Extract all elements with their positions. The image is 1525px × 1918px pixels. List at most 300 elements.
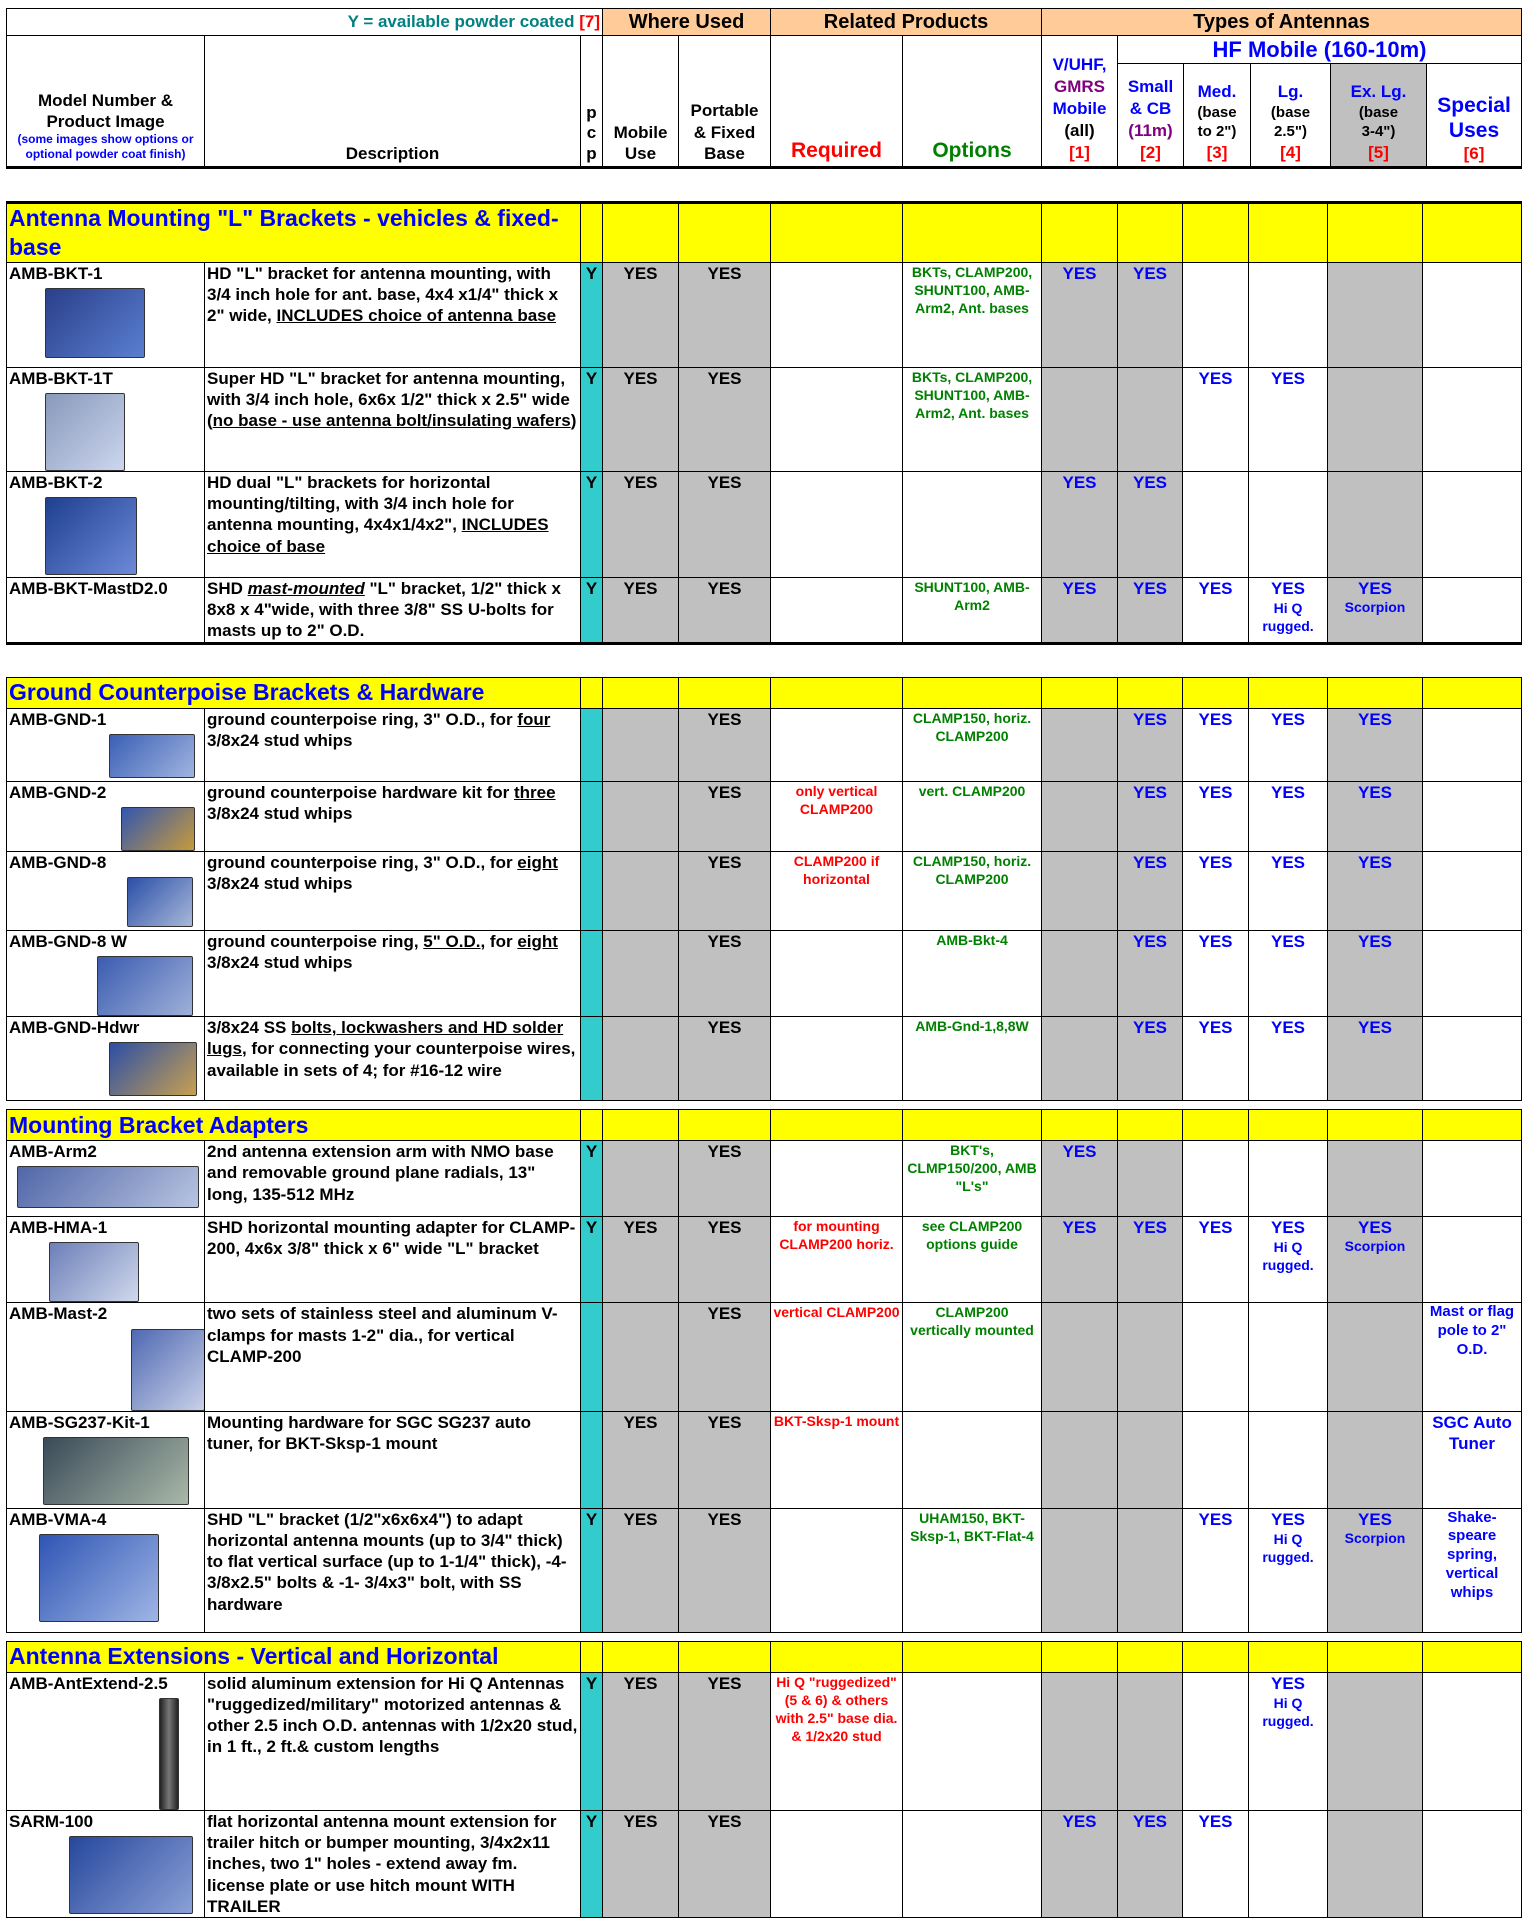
product-row: [7, 781, 1522, 851]
small-cell: [1118, 1411, 1183, 1508]
model-number: AMB-VMA-4: [9, 1509, 107, 1529]
product-image: [121, 807, 195, 851]
product-image: [69, 1836, 193, 1914]
exlg-value: YES: [1358, 1018, 1393, 1037]
description-text: , for: [480, 931, 518, 951]
lg-cell: [1249, 1672, 1328, 1810]
model-cell: [7, 1017, 205, 1101]
special-use-cell: [1423, 1017, 1522, 1101]
model-cell: [7, 1672, 205, 1810]
description-text: ground counterpoise ring, 3" O.D., for: [207, 709, 518, 729]
related-products-header: Related Products: [771, 9, 1042, 36]
powder-note: Y = available powder coated [7]: [7, 9, 603, 36]
product-image: [127, 877, 193, 927]
exlg-cell: [1328, 262, 1423, 367]
vuhf-cell: YES: [1042, 577, 1118, 643]
lg-cell: [1249, 781, 1328, 851]
exlg-note: Scorpion: [1344, 1238, 1406, 1255]
portable-cell: YES: [679, 1141, 771, 1217]
lg-value: YES: [1271, 931, 1306, 951]
mobile-use-cell: YES: [603, 577, 679, 643]
lg-cell: [1249, 1217, 1328, 1303]
product-image: [45, 288, 145, 358]
model-cell: [7, 1217, 205, 1303]
small-cell: YES: [1118, 262, 1183, 367]
required-cell: [771, 708, 903, 781]
vuhf-cell: [1042, 1017, 1118, 1101]
description-underlined: eight: [517, 931, 558, 951]
powder-coat-cell: [581, 930, 603, 1016]
product-image: [39, 1534, 159, 1622]
model-number: AMB-GND-Hdwr: [9, 1018, 140, 1037]
description-header: Description: [205, 36, 581, 168]
vuhf-cell: YES: [1042, 1217, 1118, 1303]
product-image: [45, 393, 125, 471]
options-cell: CLAMP150, horiz. CLAMP200: [903, 708, 1042, 781]
special-use-cell: [1423, 851, 1522, 930]
med-cell: YES: [1183, 1508, 1249, 1632]
lg-cell: [1249, 1017, 1328, 1101]
small-cell: YES: [1118, 577, 1183, 643]
vuhf-cell: YES: [1042, 1810, 1118, 1917]
mobile-use-cell: [603, 1141, 679, 1217]
description-underlined: INCLUDES choice of base: [207, 515, 549, 556]
small-cell: YES: [1118, 1017, 1183, 1101]
portable-cell: YES: [679, 1217, 771, 1303]
exlg-value: YES: [1358, 709, 1393, 729]
description-text: flat horizontal antenna mount extension for trailer hitch or bumper mounting, 3/4x2x11 inches, two 1" holes - extend away fm. license plate or use hitch mount WITH TRAILER: [207, 1811, 557, 1916]
lg-note: Hi Q rugged.: [1262, 1694, 1314, 1729]
powder-coat-cell: Y: [581, 1217, 603, 1303]
model-cell: [7, 1303, 205, 1411]
powder-coat-cell: Y: [581, 1508, 603, 1632]
required-cell: [771, 1141, 903, 1217]
small-cell: YES: [1118, 708, 1183, 781]
portable-cell: YES: [679, 1411, 771, 1508]
mobile-use-cell: [603, 708, 679, 781]
required-cell: [771, 1810, 903, 1917]
spacer-row: [7, 1101, 1522, 1110]
model-number: AMB-Arm2: [9, 1142, 97, 1161]
model-number: AMB-BKT-2: [9, 472, 103, 492]
exlg-cell: [1328, 1017, 1423, 1101]
med-cell: YES: [1183, 930, 1249, 1016]
description-text: HD dual "L" brackets for horizontal mounting/tilting, with 3/4 inch hole for antenna mounting, 4x4x1/4x2",: [207, 472, 514, 535]
product-row: [7, 1810, 1522, 1917]
product-row: [7, 1303, 1522, 1411]
special-use-cell: [1423, 1810, 1522, 1917]
description-text: ground counterpoise ring,: [207, 931, 424, 951]
required-cell: vertical CLAMP200: [771, 1303, 903, 1411]
portable-cell: YES: [679, 367, 771, 471]
mobile-use-cell: YES: [603, 367, 679, 471]
model-number: AMB-SG237-Kit-1: [9, 1412, 150, 1432]
model-number: AMB-BKT-MastD2.0: [9, 578, 168, 598]
vuhf-cell: [1042, 1672, 1118, 1810]
lg-cell: [1249, 1303, 1328, 1411]
description-underlined: bolts, lockwashers and HD solder lugs: [207, 1018, 564, 1059]
small-cell: YES: [1118, 930, 1183, 1016]
exlg-value: YES: [1358, 578, 1393, 598]
exlg-cell: [1328, 1303, 1423, 1411]
options-cell: see CLAMP200 options guide: [903, 1217, 1042, 1303]
description-cell: [205, 781, 581, 851]
exlg-cell: [1328, 577, 1423, 643]
product-row: [7, 471, 1522, 577]
med-cell: YES: [1183, 708, 1249, 781]
lg-header: Lg. (base 2.5") [4]: [1251, 64, 1331, 166]
options-cell: SHUNT100, AMB-Arm2: [903, 577, 1042, 643]
model-cell: [7, 1508, 205, 1632]
portable-cell: YES: [679, 930, 771, 1016]
pcp-header: p c p: [581, 36, 603, 168]
required-cell: BKT-Sksp-1 mount: [771, 1411, 903, 1508]
lg-cell: [1249, 708, 1328, 781]
model-cell: [7, 930, 205, 1016]
required-cell: [771, 367, 903, 471]
small-cell: [1118, 1303, 1183, 1411]
exlg-cell: [1328, 1411, 1423, 1508]
mobile-use-cell: YES: [603, 1411, 679, 1508]
powder-coat-cell: Y: [581, 577, 603, 643]
product-table: [6, 8, 1522, 1918]
exlg-value: YES: [1358, 1509, 1393, 1529]
description-text: HD "L" bracket for antenna mounting, with 3/4 inch hole for ant. base, 4x4 x1/4" thick x 2" wide,: [207, 263, 559, 325]
options-header: Options: [903, 36, 1042, 168]
med-cell: YES: [1183, 1017, 1249, 1101]
description-text: ): [570, 411, 577, 430]
description-italic: mast-mounted: [247, 578, 365, 598]
product-row: [7, 1141, 1522, 1217]
product-row: [7, 708, 1522, 781]
med-cell: YES: [1183, 1810, 1249, 1917]
description-underlined: 5" O.D.: [423, 931, 481, 951]
mobile-use-cell: [603, 1303, 679, 1411]
description-text: 3/8x24 stud whips: [207, 953, 353, 972]
description-underlined: INCLUDES choice of antenna base: [276, 306, 557, 325]
med-cell: [1183, 262, 1249, 367]
lg-note: Hi Q rugged.: [1262, 600, 1314, 635]
description-cell: [205, 1017, 581, 1101]
section-header-row: [7, 677, 1522, 708]
description-text: two sets of stainless steel and aluminum V-clamps for masts 1-2" dia., for vertical CLAMP-200: [207, 1304, 558, 1366]
options-cell: [903, 471, 1042, 577]
lg-cell: [1249, 471, 1328, 577]
powder-coat-cell: [581, 1303, 603, 1411]
mobile-use-cell: YES: [603, 1217, 679, 1303]
vuhf-cell: YES: [1042, 471, 1118, 577]
required-cell: [771, 930, 903, 1016]
lg-cell: [1249, 367, 1328, 471]
med-cell: [1183, 1672, 1249, 1810]
model-number: AMB-Mast-2: [9, 1304, 108, 1324]
mobile-use-cell: [603, 781, 679, 851]
powder-coat-cell: [581, 1017, 603, 1101]
exlg-cell: [1328, 1672, 1423, 1810]
description-cell: [205, 1217, 581, 1303]
med-cell: YES: [1183, 851, 1249, 930]
product-image: [45, 497, 137, 575]
description-text: solid aluminum extension for Hi Q Antennas "ruggedized/military" motorized antennas & other 2.5 inch O.D. antennas with 1/2x20 stud, in 1 ft., 2 ft.& custom lengths: [207, 1673, 578, 1757]
section-title: Antenna Mounting "L" Brackets - vehicles & fixed-base: [7, 203, 581, 263]
spacer-row: [7, 643, 1522, 677]
portable-cell: YES: [679, 1017, 771, 1101]
description-cell: [205, 930, 581, 1016]
product-image: [49, 1242, 139, 1302]
required-cell: [771, 1508, 903, 1632]
powder-coat-cell: Y: [581, 262, 603, 367]
description-underlined: no base - use antenna bolt/insulating wafers: [212, 411, 571, 430]
special-use-cell: [1423, 1217, 1522, 1303]
exlg-cell: [1328, 1810, 1423, 1917]
header-row-2: [7, 36, 1522, 168]
exlg-value: YES: [1358, 852, 1393, 872]
spacer-row: [7, 1632, 1522, 1641]
description-text: "L" bracket, 1/2" thick x 8x8 x 4"wide, with three 3/8" SS U-bolts for masts up to 2" O.D.: [207, 578, 561, 641]
model-number: AMB-GND-1: [9, 709, 107, 729]
vuhf-cell: [1042, 1508, 1118, 1632]
model-number: AMB-GND-2: [9, 782, 107, 802]
portable-cell: YES: [679, 577, 771, 643]
model-cell: [7, 367, 205, 471]
product-row: [7, 262, 1522, 367]
small-cell: YES: [1118, 471, 1183, 577]
product-image: [97, 956, 193, 1016]
model-cell: [7, 471, 205, 577]
model-number: AMB-AntExtend-2.5: [9, 1673, 168, 1693]
model-number: AMB-BKT-1: [9, 263, 103, 283]
small-cell: YES: [1118, 851, 1183, 930]
product-row: [7, 367, 1522, 471]
options-cell: BKTs, CLAMP200, SHUNT100, AMB-Arm2, Ant. bases: [903, 367, 1042, 471]
description-text: SHD "L" bracket (1/2"x6x6x4") to adapt horizontal antenna mounts (up to 3/4" thick) to flat vertical surface (up to 1-1/4" thick), -4- 3/8x2.5" bolts & -1- 3/4x3" bolt, with SS hardware: [207, 1509, 567, 1614]
spacer-row: [7, 168, 1522, 203]
special-use-cell: [1423, 708, 1522, 781]
lg-cell: [1249, 1810, 1328, 1917]
exlg-cell: [1328, 471, 1423, 577]
lg-cell: [1249, 851, 1328, 930]
product-row: [7, 1017, 1522, 1101]
vuhf-cell: [1042, 1411, 1118, 1508]
options-cell: BKTs, CLAMP200, SHUNT100, AMB-Arm2, Ant. bases: [903, 262, 1042, 367]
section-title: Antenna Extensions - Vertical and Horizontal: [7, 1641, 581, 1672]
description-cell: [205, 708, 581, 781]
description-text: , for connecting your counterpoise wires, available in sets of 4; for #16-12 wire: [207, 1039, 576, 1080]
vuhf-header: V/UHF, GMRS Mobile (all) [1]: [1042, 36, 1118, 168]
lg-value: YES: [1271, 1509, 1306, 1529]
model-number: AMB-GND-8: [9, 852, 107, 872]
product-row: [7, 1217, 1522, 1303]
section-header-row: [7, 1641, 1522, 1672]
mobile-use-cell: YES: [603, 471, 679, 577]
med-cell: YES: [1183, 367, 1249, 471]
special-use-cell: [1423, 1141, 1522, 1217]
lg-cell: [1249, 1141, 1328, 1217]
lg-value: YES: [1271, 368, 1306, 388]
small-cell: [1118, 367, 1183, 471]
lg-cell: [1249, 1411, 1328, 1508]
mobile-use-cell: YES: [603, 1810, 679, 1917]
product-row: [7, 851, 1522, 930]
where-used-header: Where Used: [603, 9, 771, 36]
portable-cell: YES: [679, 1810, 771, 1917]
options-cell: AMB-Bkt-4: [903, 930, 1042, 1016]
description-underlined: eight: [517, 852, 558, 872]
description-cell: [205, 1672, 581, 1810]
model-cell: [7, 262, 205, 367]
med-header: Med. (base to 2") [3]: [1184, 64, 1251, 166]
model-number: AMB-HMA-1: [9, 1218, 108, 1237]
description-cell: [205, 471, 581, 577]
model-cell: [7, 1141, 205, 1217]
options-cell: UHAM150, BKT-Sksp-1, BKT-Flat-4: [903, 1508, 1042, 1632]
mobile-use-cell: YES: [603, 1672, 679, 1810]
med-cell: YES: [1183, 577, 1249, 643]
exlg-header: Ex. Lg. (base 3-4") [5]: [1331, 64, 1427, 166]
portable-cell: YES: [679, 851, 771, 930]
lg-value: YES: [1271, 1673, 1306, 1693]
description-cell: [205, 1141, 581, 1217]
mobile-use-header: Mobile Use: [603, 36, 679, 168]
exlg-cell: [1328, 367, 1423, 471]
options-cell: CLAMP150, horiz. CLAMP200: [903, 851, 1042, 930]
mobile-use-cell: [603, 930, 679, 1016]
section-title: Mounting Bracket Adapters: [7, 1110, 581, 1141]
lg-note: Hi Q rugged.: [1262, 1239, 1314, 1274]
powder-coat-cell: Y: [581, 1672, 603, 1810]
portable-cell: YES: [679, 708, 771, 781]
hf-mobile-group: HF Mobile (160-10m) Small & CB (11m) [2] Med. (base to 2") [3] Lg. (base 2.5") [4] Ex. Lg. (base 3-4") [5] Special Uses [6]: [1118, 36, 1522, 168]
options-cell: vert. CLAMP200: [903, 781, 1042, 851]
required-cell: [771, 262, 903, 367]
product-image: [109, 1042, 197, 1096]
portable-cell: YES: [679, 1508, 771, 1632]
lg-cell: [1249, 1508, 1328, 1632]
exlg-value: YES: [1358, 782, 1393, 802]
model-cell: [7, 851, 205, 930]
description-cell: [205, 1303, 581, 1411]
med-cell: YES: [1183, 1217, 1249, 1303]
vuhf-cell: YES: [1042, 1141, 1118, 1217]
special-use-cell: [1423, 1672, 1522, 1810]
portable-cell: YES: [679, 262, 771, 367]
options-cell: BKT's, CLMP150/200, AMB "L's": [903, 1141, 1042, 1217]
exlg-cell: [1328, 1508, 1423, 1632]
powder-coat-cell: Y: [581, 367, 603, 471]
model-cell: [7, 781, 205, 851]
small-cell: [1118, 1508, 1183, 1632]
portable-cell: YES: [679, 471, 771, 577]
description-underlined: four: [517, 709, 551, 729]
header-row-1: [7, 9, 1522, 36]
vuhf-cell: [1042, 1303, 1118, 1411]
med-cell: [1183, 1141, 1249, 1217]
special-use-cell: Mast or flag pole to 2" O.D.: [1423, 1303, 1522, 1411]
lg-value: YES: [1271, 1218, 1306, 1237]
model-cell: [7, 708, 205, 781]
required-cell: [771, 577, 903, 643]
description-text: Mounting hardware for SGC SG237 auto tuner, for BKT-Sksp-1 mount: [207, 1412, 531, 1453]
product-image: [109, 734, 195, 778]
required-cell: Hi Q "ruggedized" (5 & 6) & others with 2.5" base dia. & 1/2x20 stud: [771, 1672, 903, 1810]
exlg-cell: [1328, 851, 1423, 930]
description-text: 3/8x24 SS: [207, 1018, 292, 1037]
powder-coat-cell: [581, 781, 603, 851]
exlg-note: Scorpion: [1344, 1529, 1406, 1546]
required-header: Required: [771, 36, 903, 168]
product-row: [7, 1411, 1522, 1508]
lg-note: Hi Q rugged.: [1262, 1530, 1314, 1565]
powder-coat-cell: [581, 1411, 603, 1508]
description-cell: [205, 1810, 581, 1917]
description-text: Super HD "L" bracket for antenna mounting, with 3/4 inch hole, 6x6x 1/2" thick x 2.5" wide (: [207, 368, 570, 430]
options-cell: [903, 1810, 1042, 1917]
product-row: [7, 1508, 1522, 1632]
mobile-use-cell: [603, 1017, 679, 1101]
options-cell: [903, 1672, 1042, 1810]
exlg-cell: [1328, 930, 1423, 1016]
model-number: AMB-GND-8 W: [9, 931, 128, 951]
exlg-cell: [1328, 781, 1423, 851]
special-header: Special Uses [6]: [1437, 94, 1511, 163]
special-use-cell: Shake-speare spring, vertical whips: [1423, 1508, 1522, 1632]
lg-value: YES: [1271, 709, 1306, 729]
lg-value: YES: [1271, 852, 1306, 872]
description-text: SHD: [207, 578, 248, 598]
description-cell: [205, 1411, 581, 1508]
model-number: SARM-100: [9, 1811, 94, 1831]
product-row: [7, 930, 1522, 1016]
description-cell: [205, 577, 581, 643]
description-cell: [205, 851, 581, 930]
lg-cell: [1249, 930, 1328, 1016]
lg-cell: [1249, 262, 1328, 367]
description-text: ground counterpoise ring, 3" O.D., for: [207, 852, 518, 872]
vuhf-cell: [1042, 851, 1118, 930]
exlg-cell: [1328, 1141, 1423, 1217]
special-use-cell: [1423, 262, 1522, 367]
model-header: Model Number & Product Image (some images show options or optional powder coat finish): [7, 36, 205, 168]
section-header-row: [7, 203, 1522, 263]
description-text: 3/8x24 stud whips: [207, 874, 353, 893]
vuhf-cell: YES: [1042, 262, 1118, 367]
med-cell: [1183, 1411, 1249, 1508]
required-cell: only vertical CLAMP200: [771, 781, 903, 851]
vuhf-cell: [1042, 781, 1118, 851]
exlg-value: YES: [1358, 1218, 1393, 1237]
special-use-cell: SGC Auto Tuner: [1423, 1411, 1522, 1508]
options-cell: AMB-Gnd-1,8,8W: [903, 1017, 1042, 1101]
mobile-use-cell: YES: [603, 262, 679, 367]
required-cell: [771, 1017, 903, 1101]
description-text: 3/8x24 stud whips: [207, 730, 353, 750]
product-image: [159, 1698, 179, 1810]
powder-coat-cell: [581, 708, 603, 781]
mobile-use-cell: [603, 851, 679, 930]
product-image: [43, 1437, 189, 1505]
section-header-row: [7, 1110, 1522, 1141]
small-cell: [1118, 1672, 1183, 1810]
required-cell: for mounting CLAMP200 horiz.: [771, 1217, 903, 1303]
model-number: AMB-BKT-1T: [9, 368, 113, 388]
med-cell: [1183, 1303, 1249, 1411]
exlg-note: Scorpion: [1344, 599, 1406, 615]
portable-cell: YES: [679, 1303, 771, 1411]
special-use-cell: [1423, 471, 1522, 577]
product-image: [17, 1166, 199, 1208]
required-cell: [771, 471, 903, 577]
model-cell: [7, 1411, 205, 1508]
